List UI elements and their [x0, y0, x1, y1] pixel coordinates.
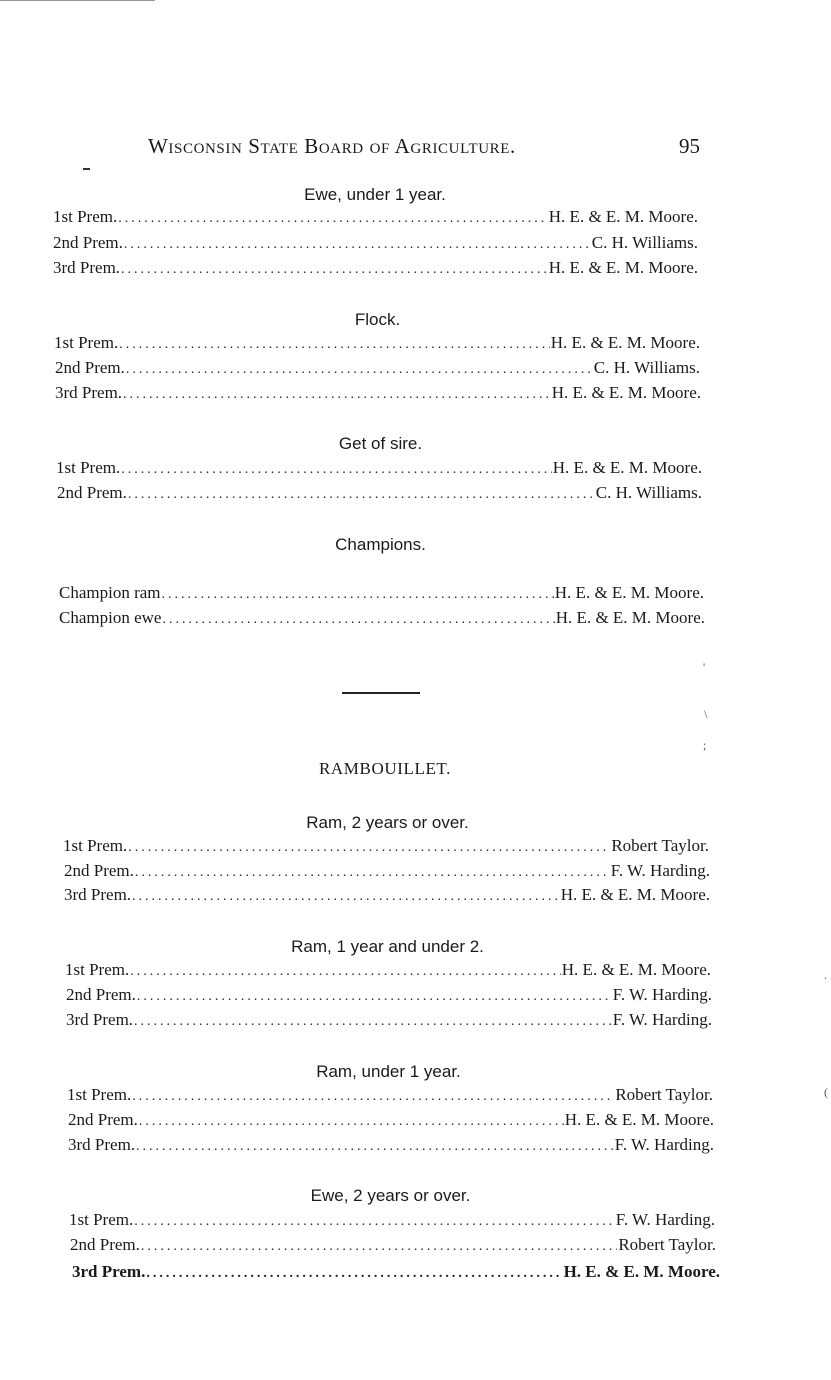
prize-winner: C. H. Williams.: [591, 233, 698, 252]
prize-place: 1st Prem.: [54, 333, 119, 352]
prize-place: 2nd Prem.: [57, 483, 127, 502]
prize-place: 1st Prem.: [65, 960, 130, 979]
page-header: [148, 134, 700, 164]
prize-row: [53, 233, 698, 253]
prize-row: [63, 836, 709, 856]
running-title: Wisconsin State Board of Agriculture.: [148, 134, 516, 158]
prize-place: Champion ewe: [59, 608, 162, 627]
prize-place: 3rd Prem.: [64, 885, 132, 904]
prize-winner: Robert Taylor.: [611, 836, 709, 855]
prize-place: 3rd Prem.: [72, 1262, 146, 1281]
prize-place: 2nd Prem.: [66, 985, 136, 1004]
group-heading: Get of sire.: [338, 434, 423, 453]
leader-dots: [135, 865, 610, 881]
prize-winner: H. E. & E. M. Moore.: [564, 1110, 714, 1129]
group-heading: Flock.: [354, 310, 401, 329]
leader-dots: [134, 1214, 615, 1230]
prize-winner: F. W. Harding.: [612, 1010, 712, 1029]
leader-dots: [124, 237, 591, 253]
section-title: RAMBOUILLET.: [318, 759, 451, 778]
leader-dots: [132, 1089, 614, 1105]
leader-dots: [118, 211, 548, 227]
group-heading: Ewe, under 1 year.: [304, 185, 446, 204]
prize-row: [67, 1085, 713, 1105]
leader-dots: [121, 462, 552, 478]
prize-place: 2nd Prem.: [68, 1110, 138, 1129]
leader-dots: [132, 889, 560, 905]
prize-winner: H. E. & E. M. Moore.: [560, 885, 710, 904]
group-heading: Ram, under 1 year.: [316, 1062, 461, 1081]
group-heading: Ewe, 2 years or over.: [310, 1186, 471, 1205]
scan-speck: ': [703, 660, 706, 674]
prize-row: [66, 985, 712, 1005]
prize-winner: H. E. & E. M. Moore.: [550, 333, 700, 352]
leader-dots: [134, 1014, 612, 1030]
page-number: 95: [679, 134, 700, 158]
prize-winner: C. H. Williams.: [595, 483, 702, 502]
leader-dots: [136, 1139, 614, 1155]
prize-row: [59, 583, 704, 603]
prize-winner: H. E. & E. M. Moore.: [561, 960, 711, 979]
prize-winner: H. E. & E. M. Moore.: [548, 258, 698, 277]
leader-dots: [119, 337, 550, 353]
prize-row: [53, 258, 698, 278]
leader-dots: [123, 387, 551, 403]
prize-winner: H. E. & E. M. Moore.: [563, 1262, 720, 1281]
prize-winner: Robert Taylor.: [618, 1235, 716, 1254]
prize-winner: H. E. & E. M. Moore.: [551, 383, 701, 402]
prize-winner: H. E. & E. M. Moore.: [555, 608, 705, 627]
prize-place: 3rd Prem.: [68, 1135, 136, 1154]
scan-speck: .: [824, 968, 827, 982]
prize-place: 2nd Prem.: [55, 358, 125, 377]
section-divider: [342, 692, 420, 694]
prize-row: [64, 861, 710, 881]
leader-dots: [139, 1114, 564, 1130]
leader-dots: [126, 362, 593, 378]
prize-winner: F. W. Harding.: [614, 1135, 714, 1154]
leader-dots: [121, 262, 548, 278]
prize-row: [66, 1010, 712, 1030]
prize-place: 1st Prem.: [56, 458, 121, 477]
prize-winner: F. W. Harding.: [612, 985, 712, 1004]
prize-winner: Robert Taylor.: [615, 1085, 713, 1104]
prize-place: 1st Prem.: [67, 1085, 132, 1104]
leader-dots: [162, 587, 554, 603]
prize-place: 3rd Prem.: [53, 258, 121, 277]
leader-dots: [141, 1239, 617, 1255]
prize-place: 2nd Prem.: [64, 861, 134, 880]
scan-speck: \: [704, 707, 708, 721]
leader-dots: [146, 1266, 562, 1282]
prize-row: [72, 1262, 720, 1282]
prize-place: 2nd Prem.: [53, 233, 123, 252]
prize-row: [55, 358, 700, 378]
scan-speck: (: [824, 1085, 828, 1099]
prize-winner: F. W. Harding.: [610, 861, 710, 880]
prize-row: [64, 885, 710, 905]
prize-row: [68, 1135, 714, 1155]
prize-row: [54, 333, 700, 353]
prize-place: 1st Prem.: [63, 836, 128, 855]
prize-place: 3rd Prem.: [66, 1010, 134, 1029]
prize-row: [69, 1210, 715, 1230]
group-heading: Champions.: [335, 535, 426, 554]
prize-place: 1st Prem.: [69, 1210, 134, 1229]
prize-winner: H. E. & E. M. Moore.: [548, 207, 698, 226]
prize-row: [55, 383, 701, 403]
prize-place: 1st Prem.: [53, 207, 118, 226]
prize-winner: F. W. Harding.: [615, 1210, 715, 1229]
prize-row: [57, 483, 702, 503]
prize-row: [53, 207, 698, 227]
scan-speck: ;: [703, 738, 707, 752]
leader-dots: [128, 487, 595, 503]
group-heading: Ram, 1 year and under 2.: [291, 937, 484, 956]
prize-place: 2nd Prem.: [70, 1235, 140, 1254]
margin-mark: [83, 168, 90, 170]
prize-row: [68, 1110, 714, 1130]
scan-edge-rule: [0, 0, 155, 1]
prize-winner: H. E. & E. M. Moore.: [552, 458, 702, 477]
prize-row: [59, 608, 705, 628]
prize-winner: C. H. Williams.: [593, 358, 700, 377]
leader-dots: [162, 612, 554, 628]
group-heading: Ram, 2 years or over.: [306, 813, 469, 832]
leader-dots: [130, 964, 561, 980]
prize-winner: H. E. & E. M. Moore.: [554, 583, 704, 602]
prize-row: [56, 458, 702, 478]
leader-dots: [128, 840, 610, 856]
leader-dots: [137, 989, 612, 1005]
prize-place: 3rd Prem.: [55, 383, 123, 402]
prize-row: [65, 960, 711, 980]
prize-place: Champion ram: [59, 583, 161, 602]
prize-row: [70, 1235, 716, 1255]
